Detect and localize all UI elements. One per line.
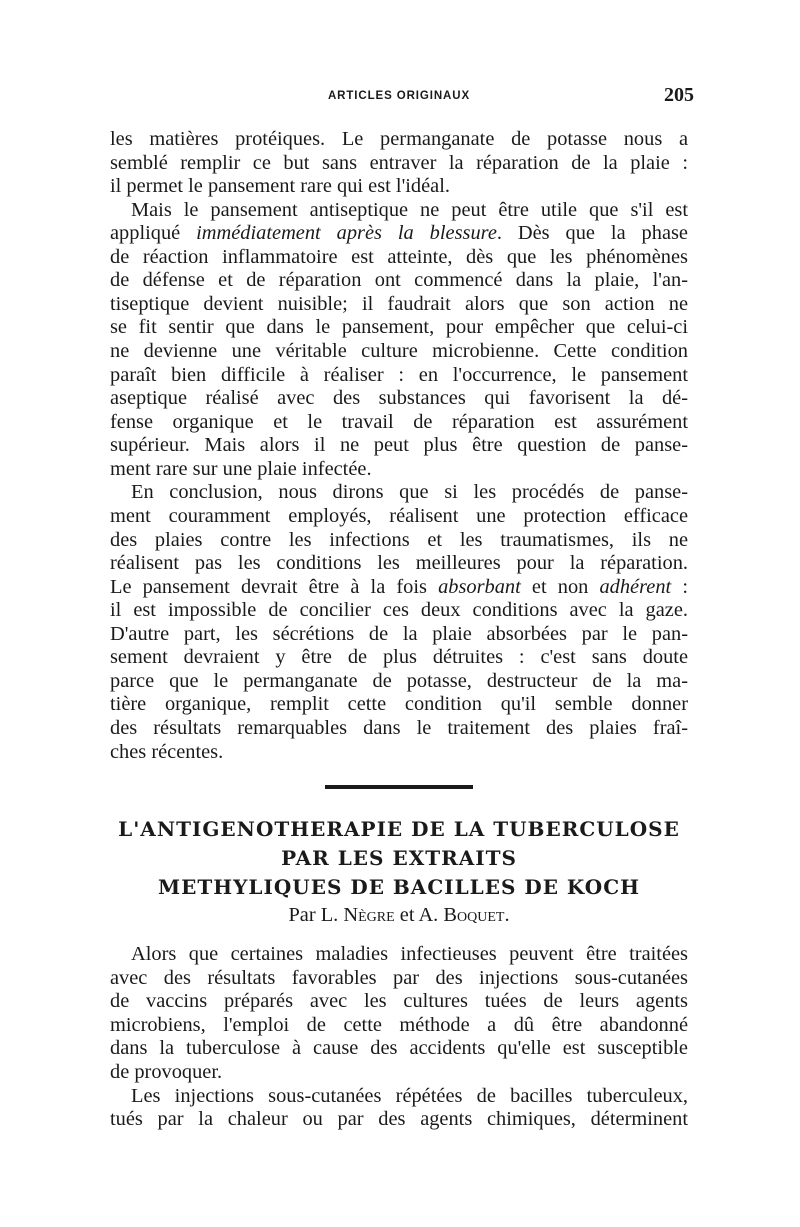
- text-line: [110, 410, 688, 434]
- text-run: ment couramment employés, réalisent une protection efficace: [110, 504, 688, 527]
- text-line: [110, 622, 688, 646]
- italic-text: adhérent: [599, 575, 672, 598]
- text-run: des plaies contre les infections et les traumatismes, ils ne: [110, 528, 688, 551]
- text-run: tués par la chaleur ou par des agents chimiques, déterminent: [110, 1108, 688, 1131]
- text-line: [110, 315, 688, 339]
- text-run: de défense et de réparation ont commencé dans la plaie, l'an-: [110, 269, 688, 292]
- text-run: microbiens, l'emploi de cette méthode a dû être abandonné: [110, 1013, 688, 1036]
- text-run: Le pansement devrait être à la fois: [110, 575, 439, 598]
- text-run: supérieur. Mais alors il ne peut plus être question de panse-: [110, 434, 688, 457]
- text-line: [131, 1084, 688, 1108]
- author-boquet: Boquet: [443, 904, 505, 926]
- text-run: tiseptique devient nuisible; il faudrait alors que son action ne: [110, 292, 688, 315]
- byline-prefix: Par L.: [288, 904, 344, 926]
- text-run: semblé remplir ce but sans entraver la réparation de la plaie :: [110, 151, 688, 174]
- text-line: [110, 1107, 688, 1131]
- text-line: [110, 221, 688, 245]
- text-run: des résultats remarquables dans le traitement des plaies fraî-: [110, 717, 688, 739]
- text-run: Les injections sous-cutanées répétées de bacilles tuberculeux,: [131, 1084, 688, 1107]
- text-run: En conclusion, nous dirons que si les procédés de panse-: [131, 481, 688, 504]
- text-run: Alors que certaines maladies infectieuses peuvent être traitées: [131, 943, 688, 965]
- text-line: [110, 457, 688, 481]
- text-line: [110, 740, 688, 764]
- section-divider: [325, 785, 473, 789]
- text-run: se fit sentir que dans le pansement, pour empêcher que celui-ci: [110, 316, 688, 339]
- text-run: il permet le pansement rare qui est l'idéal.: [110, 175, 450, 198]
- text-run: D'autre part, les sécrétions de la plaie absorbées par le pan-: [110, 622, 688, 645]
- italic-text: absorbant: [438, 575, 521, 598]
- text-line: [131, 198, 688, 222]
- text-run: les matières protéiques. Le permanganate de potasse nous a: [110, 128, 688, 150]
- text-line: [110, 1036, 688, 1060]
- text-line: [110, 268, 688, 292]
- text-line: [110, 669, 688, 693]
- text-line: [110, 575, 688, 599]
- text-run: sement devraient y être de plus détruites : c'est sans doute: [110, 646, 688, 669]
- text-run: parce que le permanganate de potasse, destructeur de la ma-: [110, 669, 688, 692]
- text-line: [110, 127, 688, 151]
- text-run: avec des résultats favorables par des injections sous-cutanées: [110, 966, 688, 989]
- text-run: :: [671, 575, 688, 598]
- page-number: 205: [664, 84, 694, 106]
- text-line: [110, 386, 688, 410]
- text-line: [110, 645, 688, 669]
- text-run: et non: [520, 575, 600, 598]
- byline-suffix: .: [504, 904, 510, 926]
- author-negre: Nègre: [343, 904, 395, 926]
- text-run: de réaction inflammatoire est atteinte, dès que les phénomènes: [110, 245, 688, 268]
- text-run: fense organique et le travail de réparation est assurément: [110, 410, 688, 433]
- text-run: Mais le pansement antiseptique ne peut être utile que s'il est: [131, 198, 688, 221]
- text-run: paraît bien difficile à réaliser : en l'occurrence, le pansement: [110, 363, 688, 386]
- text-run: aseptique réalisé avec des substances qui favorisent la dé-: [110, 387, 688, 410]
- text-run: il est impossible de concilier ces deux conditions avec la gaze.: [110, 599, 688, 622]
- text-line: [110, 339, 688, 363]
- text-line: [110, 363, 688, 387]
- text-line: [110, 174, 688, 198]
- text-run: de provoquer.: [110, 1061, 223, 1083]
- text-line: [110, 245, 688, 269]
- article-title-line-2: PAR LES EXTRAITS: [281, 846, 517, 870]
- text-line: [131, 480, 688, 504]
- running-head-title: ARTICLES ORIGINAUX: [327, 90, 471, 102]
- article-title-line-3: METHYLIQUES DE BACILLES DE KOCH: [157, 875, 641, 899]
- text-line: [110, 504, 688, 528]
- byline: [110, 903, 688, 927]
- byline-mid: et A.: [394, 904, 444, 926]
- text-run: . Dès que la phase: [496, 222, 688, 245]
- text-run: tière organique, remplit cette condition qu'il semble donner: [110, 693, 688, 716]
- italic-text: immédiatement après la blessure: [196, 222, 497, 245]
- text-run: ches récentes.: [110, 740, 224, 763]
- text-line: [110, 551, 688, 575]
- text-line: [110, 598, 688, 622]
- text-run: dans la tuberculose à cause des accidents qu'elle est susceptible: [110, 1037, 688, 1060]
- running-head: [110, 84, 694, 108]
- text-line: [110, 989, 688, 1013]
- text-line: [110, 966, 688, 990]
- text-line: [110, 151, 688, 175]
- text-line: [110, 528, 688, 552]
- text-run: ne devienne une véritable culture microbienne. Cette condition: [110, 340, 688, 363]
- text-run: ment rare sur une plaie infectée.: [110, 457, 372, 480]
- text-line: [131, 942, 688, 966]
- text-line: [110, 716, 688, 740]
- text-line: [110, 433, 688, 457]
- text-line: [110, 1013, 688, 1037]
- text-run: de vaccins préparés avec les cultures tuées de leurs agents: [110, 990, 688, 1013]
- text-run: appliqué: [110, 222, 197, 245]
- text-line: [110, 292, 688, 316]
- text-line: [110, 1060, 688, 1084]
- text-run: réalisent pas les conditions les meilleures pour la réparation.: [110, 552, 688, 575]
- article-title-line-1: L'ANTIGENOTHERAPIE DE LA TUBERCULOSE: [118, 817, 680, 841]
- text-line: [110, 692, 688, 716]
